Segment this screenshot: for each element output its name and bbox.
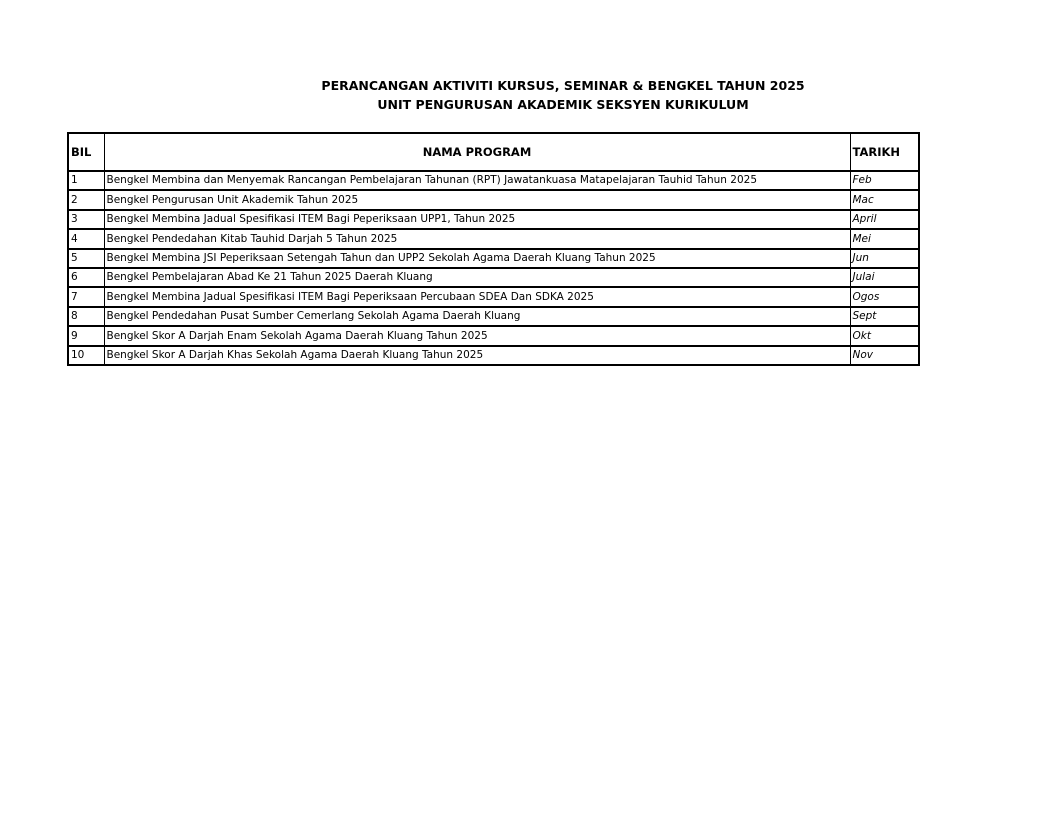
cell-bil: 4 (68, 229, 104, 248)
document-title-line-1: PERANCANGAN AKTIVITI KURSUS, SEMINAR & BENGKEL TAHUN 2025 (321, 78, 805, 93)
table-row (68, 346, 919, 365)
cell-nama-program: Bengkel Membina Jadual Spesifikasi ITEM Bagi Peperiksaan Percubaan SDEA Dan SDKA 2025 (104, 287, 850, 306)
cell-tarikh: Sept (850, 307, 919, 326)
program-table-header (68, 133, 919, 171)
cell-bil: 7 (68, 287, 104, 306)
cell-bil: 1 (68, 171, 104, 190)
cell-nama-program: Bengkel Membina JSI Peperiksaan Setengah Tahun dan UPP2 Sekolah Agama Daerah Kluang Tahun 2025 (104, 249, 850, 268)
table-row (68, 287, 919, 306)
cell-tarikh: Nov (850, 346, 919, 365)
cell-nama-program: Bengkel Membina dan Menyemak Rancangan Pembelajaran Tahunan (RPT) Jawatankuasa Matapelajaran Tauhid Tahun 2025 (104, 171, 850, 190)
table-row (68, 249, 919, 268)
cell-tarikh: Ogos (850, 287, 919, 306)
cell-nama-program: Bengkel Pendedahan Pusat Sumber Cemerlang Sekolah Agama Daerah Kluang (104, 307, 850, 326)
table-row (68, 190, 919, 209)
cell-tarikh: April (850, 210, 919, 229)
cell-tarikh: Mei (850, 229, 919, 248)
program-table-body (68, 171, 919, 365)
table-row (68, 307, 919, 326)
document-title-line-2: UNIT PENGURUSAN AKADEMIK SEKSYEN KURIKULUM (377, 97, 749, 112)
column-header-tarikh: TARIKH (850, 133, 919, 171)
cell-tarikh: Feb (850, 171, 919, 190)
cell-bil: 10 (68, 346, 104, 365)
table-row (68, 229, 919, 248)
cell-nama-program: Bengkel Pengurusan Unit Akademik Tahun 2025 (104, 190, 850, 209)
table-row (68, 326, 919, 345)
table-row (68, 210, 919, 229)
cell-tarikh: Julai (850, 268, 919, 287)
cell-bil: 2 (68, 190, 104, 209)
cell-nama-program: Bengkel Skor A Darjah Khas Sekolah Agama Daerah Kluang Tahun 2025 (104, 346, 850, 365)
column-header-nama-program: NAMA PROGRAM (104, 133, 850, 171)
program-table (67, 132, 920, 366)
cell-tarikh: Jun (850, 249, 919, 268)
cell-nama-program: Bengkel Pendedahan Kitab Tauhid Darjah 5 Tahun 2025 (104, 229, 850, 248)
document-title (300, 76, 826, 114)
column-header-bil: BIL (68, 133, 104, 171)
cell-tarikh: Mac (850, 190, 919, 209)
cell-nama-program: Bengkel Membina Jadual Spesifikasi ITEM Bagi Peperiksaan UPP1, Tahun 2025 (104, 210, 850, 229)
header-row (68, 133, 919, 171)
cell-nama-program: Bengkel Pembelajaran Abad Ke 21 Tahun 2025 Daerah Kluang (104, 268, 850, 287)
cell-bil: 3 (68, 210, 104, 229)
table-row (68, 268, 919, 287)
cell-bil: 6 (68, 268, 104, 287)
cell-bil: 9 (68, 326, 104, 345)
cell-tarikh: Okt (850, 326, 919, 345)
cell-bil: 8 (68, 307, 104, 326)
cell-bil: 5 (68, 249, 104, 268)
table-row (68, 171, 919, 190)
cell-nama-program: Bengkel Skor A Darjah Enam Sekolah Agama Daerah Kluang Tahun 2025 (104, 326, 850, 345)
